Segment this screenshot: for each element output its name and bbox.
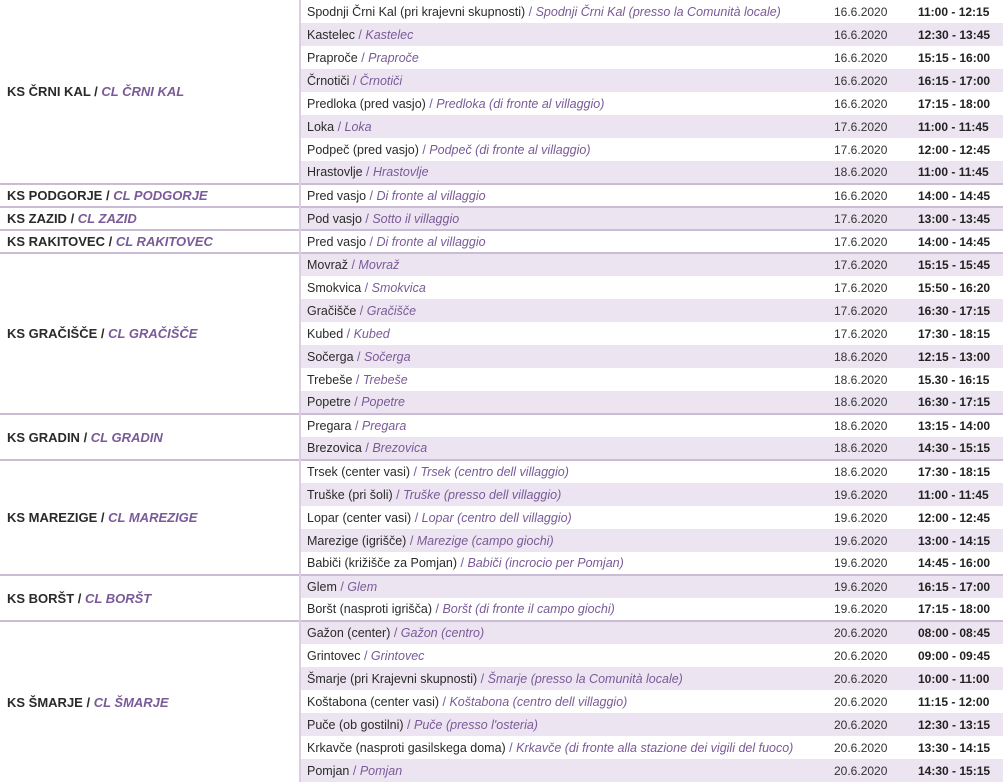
location-separator: / [505, 740, 517, 755]
location-it: Glem [347, 580, 378, 594]
time-cell: 17:30 - 18:15 [918, 326, 991, 341]
table-row [0, 0, 1003, 23]
time-cell: 13:00 - 13:45 [914, 207, 1003, 230]
date-cell: 17.6.2020 [828, 207, 914, 230]
location-cell [300, 391, 828, 414]
time-cell: 15.30 - 16:15 [918, 372, 990, 387]
location-sl: Praproče [307, 50, 358, 65]
time-cell: 13:30 - 14:15 [918, 740, 991, 755]
date-cell: 18.6.2020 [828, 391, 914, 414]
location-it: Loka [344, 119, 372, 134]
location-separator: / [361, 211, 373, 226]
date-cell: 16.6.2020 [828, 184, 914, 207]
date-cell: 16.6.2020 [834, 4, 888, 19]
time-cell: 11:00 - 11:45 [914, 115, 1003, 138]
location-cell [300, 414, 828, 437]
location-separator: / [343, 326, 354, 341]
location-separator: / [354, 27, 366, 42]
community-cell [0, 575, 300, 621]
location-it: Grintovec [370, 648, 425, 663]
time-cell: 12:30 - 13:45 [914, 23, 1003, 46]
community-cell [0, 184, 300, 207]
location-separator: / [336, 580, 348, 594]
community-name-sl: KS GRAČIŠČE [7, 326, 98, 341]
location-sl: Hrastovlje [307, 165, 363, 179]
location-sl: Movraž [307, 258, 348, 272]
location-sl: Puče (ob gostilni) [307, 717, 404, 732]
location-sl: Trebeše [307, 372, 353, 387]
time-cell: 11:00 - 11:45 [914, 161, 1003, 184]
date-cell: 17.6.2020 [834, 280, 888, 295]
date-cell: 20.6.2020 [834, 694, 888, 709]
location-separator: / [349, 73, 360, 88]
location-cell [300, 736, 828, 759]
location-sl: Marezige (igrišče) [307, 533, 407, 548]
location-cell [300, 184, 828, 207]
location-cell [300, 690, 828, 713]
location-sl: Pod vasjo [307, 211, 362, 226]
date-cell: 17.6.2020 [828, 253, 914, 276]
location-sl: Krkavče (nasproti gasilskega doma) [307, 740, 506, 755]
location-cell [300, 575, 828, 598]
location-cell [300, 161, 828, 184]
time-cell: 13:00 - 14:15 [914, 529, 1003, 552]
location-separator: / [439, 694, 450, 709]
location-cell [300, 46, 828, 69]
location-cell [300, 276, 828, 299]
name-separator: / [105, 234, 116, 249]
location-separator: / [356, 303, 367, 318]
location-it: Gračišče [366, 303, 417, 318]
community-cell [0, 621, 300, 782]
date-cell: 20.6.2020 [834, 740, 888, 755]
date-cell: 19.6.2020 [834, 510, 888, 525]
date-cell: 18.6.2020 [834, 372, 888, 387]
location-it: Predloka (di fronte al villaggio) [436, 96, 605, 111]
location-separator: / [351, 419, 362, 433]
date-cell: 18.6.2020 [828, 460, 914, 483]
location-sl: Smokvica [307, 280, 362, 295]
location-it: Kubed [353, 326, 390, 341]
time-cell: 09:00 - 09:45 [918, 648, 991, 663]
location-it: Sočerga [363, 349, 411, 364]
location-cell [300, 299, 828, 322]
location-sl: Kubed [307, 326, 344, 341]
community-name-it: CL GRAČIŠČE [108, 326, 198, 341]
time-cell: 17:15 - 18:00 [918, 96, 991, 111]
location-it: Pomjan [359, 763, 403, 778]
location-cell [300, 437, 828, 460]
time-cell: 12:00 - 12:45 [918, 510, 991, 525]
location-sl: Babiči (križišče za Pomjan) [307, 556, 458, 570]
location-cell [300, 322, 828, 345]
location-cell [300, 92, 828, 115]
location-sl: Pred vasjo [307, 188, 367, 203]
time-cell: 15:50 - 16:20 [918, 280, 991, 295]
location-it: Di fronte al villaggio [376, 234, 486, 249]
location-cell [300, 552, 828, 575]
location-cell [300, 23, 828, 46]
location-sl: Kastelec [307, 27, 355, 42]
date-cell: 20.6.2020 [828, 621, 914, 644]
time-cell: 12:30 - 13:15 [914, 713, 1003, 736]
location-separator: / [357, 50, 369, 65]
table-row [0, 575, 1003, 598]
location-separator: / [347, 258, 359, 272]
location-it: Krkavče (di fronte alla stazione dei vigili del fuoco) [516, 740, 794, 755]
location-separator: / [406, 533, 417, 548]
date-cell: 19.6.2020 [834, 602, 888, 616]
location-it: Boršt (di fronte il campo giochi) [442, 602, 615, 616]
location-separator: / [477, 671, 488, 686]
location-it: Koštabona (centro dell villaggio) [449, 694, 628, 709]
location-sl: Popetre [307, 395, 351, 409]
location-cell [300, 506, 828, 529]
date-cell: 17.6.2020 [828, 299, 914, 322]
location-cell [300, 667, 828, 690]
location-separator: / [410, 465, 421, 479]
date-cell: 18.6.2020 [828, 414, 914, 437]
location-sl: Črnotiči [307, 73, 350, 88]
location-sl: Pregara [307, 419, 352, 433]
location-it: Babiči (incrocio per Pomjan) [467, 556, 624, 570]
community-name-sl: KS ČRNI KAL [7, 84, 91, 99]
time-cell: 14:45 - 16:00 [918, 556, 991, 570]
location-cell [300, 759, 828, 782]
time-cell: 11:15 - 12:00 [918, 694, 990, 709]
location-cell [300, 115, 828, 138]
community-name-it: CL MAREZIGE [108, 510, 198, 525]
time-cell: 16:15 - 17:00 [914, 575, 1003, 598]
date-cell: 17.6.2020 [828, 115, 914, 138]
time-cell: 14:30 - 15:15 [914, 759, 1003, 782]
location-sl: Boršt (nasproti igrišča) [307, 602, 433, 616]
location-sl: Spodnji Črni Kal (pri krajevni skupnosti) [307, 4, 526, 19]
location-it: Praproče [368, 50, 419, 65]
name-separator: / [97, 510, 109, 525]
time-cell: 11:00 - 12:15 [918, 4, 990, 19]
table-row [0, 230, 1003, 253]
location-sl: Pred vasjo [307, 234, 367, 249]
location-separator: / [525, 4, 536, 19]
community-name-sl: KS GRADIN [7, 429, 80, 445]
location-sl: Podpeč (pred vasjo) [307, 142, 419, 157]
date-cell: 20.6.2020 [828, 759, 914, 782]
date-cell: 20.6.2020 [834, 648, 888, 663]
location-separator: / [352, 372, 363, 387]
location-separator: / [411, 510, 422, 525]
location-separator: / [457, 556, 468, 570]
location-sl: Brezovica [307, 441, 362, 455]
location-separator: / [361, 441, 373, 455]
location-it: Pregara [361, 419, 407, 433]
time-cell: 15:15 - 16:00 [918, 50, 991, 65]
location-it: Truške (presso dell villaggio) [403, 487, 562, 502]
location-separator: / [390, 626, 401, 640]
community-cell [0, 253, 300, 414]
community-name-sl: KS MAREZIGE [7, 510, 98, 525]
location-cell [300, 69, 828, 92]
community-name-it: CL ŠMARJE [93, 694, 169, 710]
time-cell: 16:30 - 17:15 [914, 391, 1003, 414]
time-cell: 10:00 - 11:00 [914, 667, 1003, 690]
location-cell [300, 345, 828, 368]
location-sl: Loka [307, 119, 335, 134]
table-row [0, 621, 1003, 644]
community-name-sl: KS ZAZID [7, 211, 67, 226]
location-cell [300, 713, 828, 736]
location-sl: Gažon (center) [307, 626, 391, 640]
location-sl: Sočerga [307, 349, 354, 364]
location-it: Trebeše [362, 372, 408, 387]
location-cell [300, 598, 828, 621]
location-sl: Grintovec [307, 648, 361, 663]
table-row [0, 207, 1003, 230]
location-cell [300, 253, 828, 276]
time-cell: 08:00 - 08:45 [914, 621, 1003, 644]
date-cell: 18.6.2020 [828, 345, 914, 368]
location-sl: Pomjan [307, 763, 350, 778]
location-separator: / [350, 395, 362, 409]
name-separator: / [79, 429, 91, 445]
community-name-sl: KS BORŠT [7, 590, 75, 606]
location-cell [300, 138, 828, 161]
time-cell: 14:30 - 15:15 [914, 437, 1003, 460]
date-cell: 19.6.2020 [828, 483, 914, 506]
name-separator: / [90, 84, 102, 99]
location-sl: Šmarje (pri Krajevni skupnosti) [307, 671, 478, 686]
name-separator: / [82, 694, 94, 710]
location-sl: Truške (pri šoli) [307, 487, 393, 502]
table-row [0, 460, 1003, 483]
time-cell: 16:15 - 17:00 [914, 69, 1003, 92]
date-cell: 18.6.2020 [828, 437, 914, 460]
location-sl: Gračišče [307, 303, 357, 318]
location-cell [300, 644, 828, 667]
location-separator: / [360, 648, 371, 663]
date-cell: 17.6.2020 [834, 326, 888, 341]
date-cell: 18.6.2020 [828, 161, 914, 184]
location-separator: / [361, 280, 372, 295]
community-name-it: CL ČRNI KAL [101, 84, 185, 99]
community-name-it: CL PODGORJE [113, 188, 208, 203]
time-cell: 16:30 - 17:15 [914, 299, 1003, 322]
date-cell: 16.6.2020 [834, 50, 888, 65]
date-cell: 17.6.2020 [834, 142, 888, 157]
location-separator: / [366, 188, 377, 203]
location-separator: / [349, 763, 360, 778]
date-cell: 20.6.2020 [828, 713, 914, 736]
community-name-sl: KS RAKITOVEC [7, 234, 105, 249]
table-row [0, 184, 1003, 207]
date-cell: 16.6.2020 [828, 69, 914, 92]
community-name-sl: KS PODGORJE [7, 188, 103, 203]
location-it: Gažon (centro) [400, 626, 485, 640]
table-row [0, 253, 1003, 276]
location-separator: / [334, 119, 345, 134]
location-it: Podpeč (di fronte al villaggio) [429, 142, 591, 157]
community-cell [0, 460, 300, 575]
date-cell: 16.6.2020 [834, 96, 888, 111]
location-cell [300, 529, 828, 552]
location-sl: Glem [307, 580, 337, 594]
location-separator: / [432, 602, 443, 616]
name-separator: / [97, 326, 109, 341]
date-cell: 20.6.2020 [828, 667, 914, 690]
time-cell: 17:15 - 18:00 [918, 602, 991, 616]
time-cell: 17:30 - 18:15 [914, 460, 1003, 483]
location-sl: Lopar (center vasi) [307, 510, 412, 525]
location-cell [300, 483, 828, 506]
location-it: Popetre [361, 395, 405, 409]
community-name-sl: KS ŠMARJE [7, 694, 83, 710]
community-name-it: CL GRADIN [90, 429, 163, 445]
location-cell [300, 621, 828, 644]
location-it: Movraž [358, 258, 400, 272]
community-name-it: CL BORŠT [85, 590, 152, 606]
location-it: Kastelec [365, 27, 414, 42]
time-cell: 13:15 - 14:00 [914, 414, 1003, 437]
location-sl: Trsek (center vasi) [307, 465, 411, 479]
name-separator: / [74, 590, 86, 606]
date-cell: 16.6.2020 [828, 23, 914, 46]
location-it: Lopar (centro dell villaggio) [421, 510, 572, 525]
time-cell: 14:00 - 14:45 [914, 230, 1003, 253]
name-separator: / [66, 211, 78, 226]
location-it: Trsek (centro dell villaggio) [420, 465, 569, 479]
location-separator: / [392, 487, 404, 502]
community-cell [0, 0, 300, 184]
location-it: Črnotiči [359, 73, 403, 88]
location-cell [300, 230, 828, 253]
time-cell: 15:15 - 15:45 [914, 253, 1003, 276]
location-it: Hrastovlje [373, 165, 429, 179]
location-cell [300, 207, 828, 230]
location-it: Brezovica [372, 441, 428, 455]
location-it: Puče (presso l'osteria) [414, 717, 538, 732]
date-cell: 19.6.2020 [834, 556, 888, 570]
location-separator: / [418, 142, 430, 157]
location-cell [300, 368, 828, 391]
community-name-it: CL ZAZID [77, 211, 137, 226]
location-it: Marezige (campo giochi) [416, 533, 554, 548]
location-separator: / [425, 96, 437, 111]
community-cell [0, 414, 300, 460]
time-cell: 12:00 - 12:45 [918, 142, 991, 157]
time-cell: 12:15 - 13:00 [914, 345, 1003, 368]
date-cell: 19.6.2020 [828, 575, 914, 598]
community-cell [0, 207, 300, 230]
location-it: Spodnji Črni Kal (presso la Comunità locale) [535, 4, 781, 19]
date-cell: 19.6.2020 [828, 529, 914, 552]
location-cell [300, 460, 828, 483]
location-separator: / [362, 165, 373, 179]
location-it: Šmarje (presso la Comunità locale) [487, 671, 683, 686]
community-cell [0, 230, 300, 253]
location-it: Sotto il villaggio [372, 211, 460, 226]
location-it: Di fronte al villaggio [376, 188, 486, 203]
date-cell: 17.6.2020 [828, 230, 914, 253]
community-name-it: CL RAKITOVEC [115, 234, 213, 249]
location-it: Smokvica [371, 280, 426, 295]
location-sl: Koštabona (center vasi) [307, 694, 440, 709]
location-cell [300, 0, 828, 23]
location-separator: / [403, 717, 414, 732]
location-separator: / [353, 349, 364, 364]
location-separator: / [366, 234, 377, 249]
table-row [0, 414, 1003, 437]
time-cell: 14:00 - 14:45 [914, 184, 1003, 207]
time-cell: 11:00 - 11:45 [914, 483, 1003, 506]
name-separator: / [102, 188, 114, 203]
location-sl: Predloka (pred vasjo) [307, 96, 426, 111]
